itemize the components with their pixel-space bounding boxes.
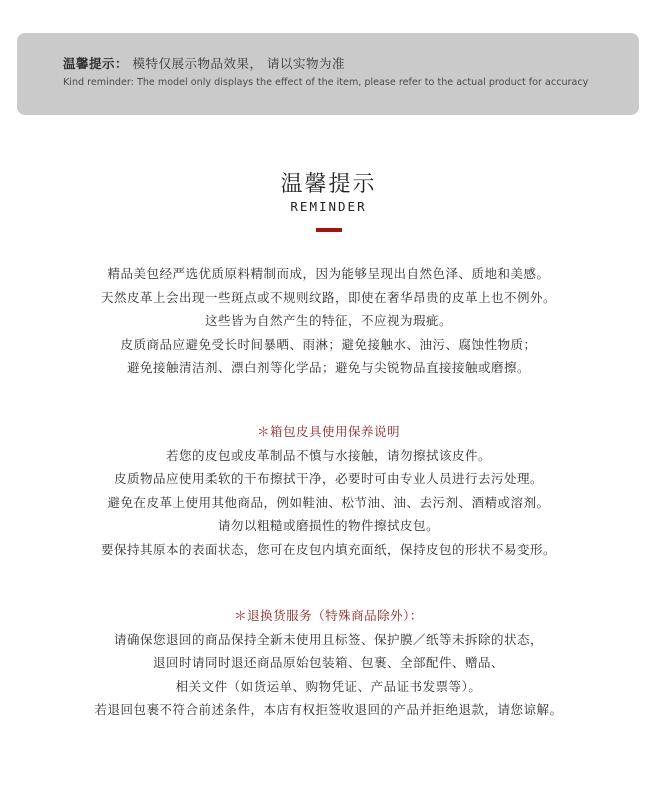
reminder-english: Kind reminder: The model only displays the effect of the item, please refer to the actual product for accuracy bbox=[63, 77, 589, 88]
reminder-message: 模特仅展示物品效果， 请以实物为准 bbox=[132, 56, 345, 71]
intro-line: 避免接触清洁剂、漂白剂等化学品；避免与尖锐物品直接接触或磨擦。 bbox=[126, 360, 530, 376]
returns-heading: ＊退换货服务（特殊商品除外）： bbox=[234, 608, 423, 623]
care-line: 皮质物品应使用柔软的干布擦拭干净，必要时可由专业人员进行去污处理。 bbox=[113, 471, 543, 487]
returns-line: 请确保您退回的商品保持全新未使用且标签、保护膜／纸等未拆除的状态， bbox=[113, 631, 543, 647]
care-line: 要保持其原本的表面状态，您可在皮包内填充面纸，保持皮包的形状不易变形。 bbox=[100, 541, 556, 557]
section-subtitle: REMINDER bbox=[290, 199, 367, 214]
care-instructions bbox=[0, 420, 657, 562]
returns-line: 相关文件（如货运单、购物凭证、产品证书发票等）。 bbox=[175, 678, 482, 694]
return-policy bbox=[0, 604, 657, 722]
section-title: 温馨提示 bbox=[280, 172, 377, 197]
returns-line: 退回时请同时退还商品原始包装箱、包裹、全部配件、赠品、 bbox=[152, 655, 504, 671]
care-heading: ＊箱包皮具使用保养说明 bbox=[256, 424, 400, 439]
care-line: 请勿以粗糙或磨损性的物件擦拭皮包。 bbox=[217, 518, 439, 534]
intro-paragraph bbox=[0, 262, 657, 380]
intro-line: 这些皆为自然产生的特征，不应视为瑕疵。 bbox=[204, 313, 452, 329]
intro-line: 精品美包经严选优质原料精制而成，因为能够呈现出自然色泽、质地和美感。 bbox=[107, 266, 550, 281]
intro-line: 天然皮革上会出现一些斑点或不规则纹路，即使在奢华昂贵的皮革上也不例外。 bbox=[100, 289, 556, 305]
care-line: 若您的皮包或皮革制品不慎与水接触，请勿擦拭该皮件。 bbox=[165, 447, 491, 463]
intro-line: 皮质商品应避免受长时间暴晒、雨淋；避免接触水、油污、腐蚀性物质； bbox=[120, 336, 537, 352]
title-accent-bar bbox=[316, 228, 342, 232]
reminder-text bbox=[63, 54, 639, 72]
returns-line: 若退回包裹不符合前述条件，本店有权拒签收退回的产品并拒绝退款，请您谅解。 bbox=[94, 702, 563, 718]
reminder-banner bbox=[17, 33, 639, 115]
care-line: 避免在皮革上使用其他商品，例如鞋油、松节油、油、去污剂、酒精或溶剂。 bbox=[107, 494, 550, 510]
reminder-label: 温馨提示： bbox=[63, 56, 129, 71]
